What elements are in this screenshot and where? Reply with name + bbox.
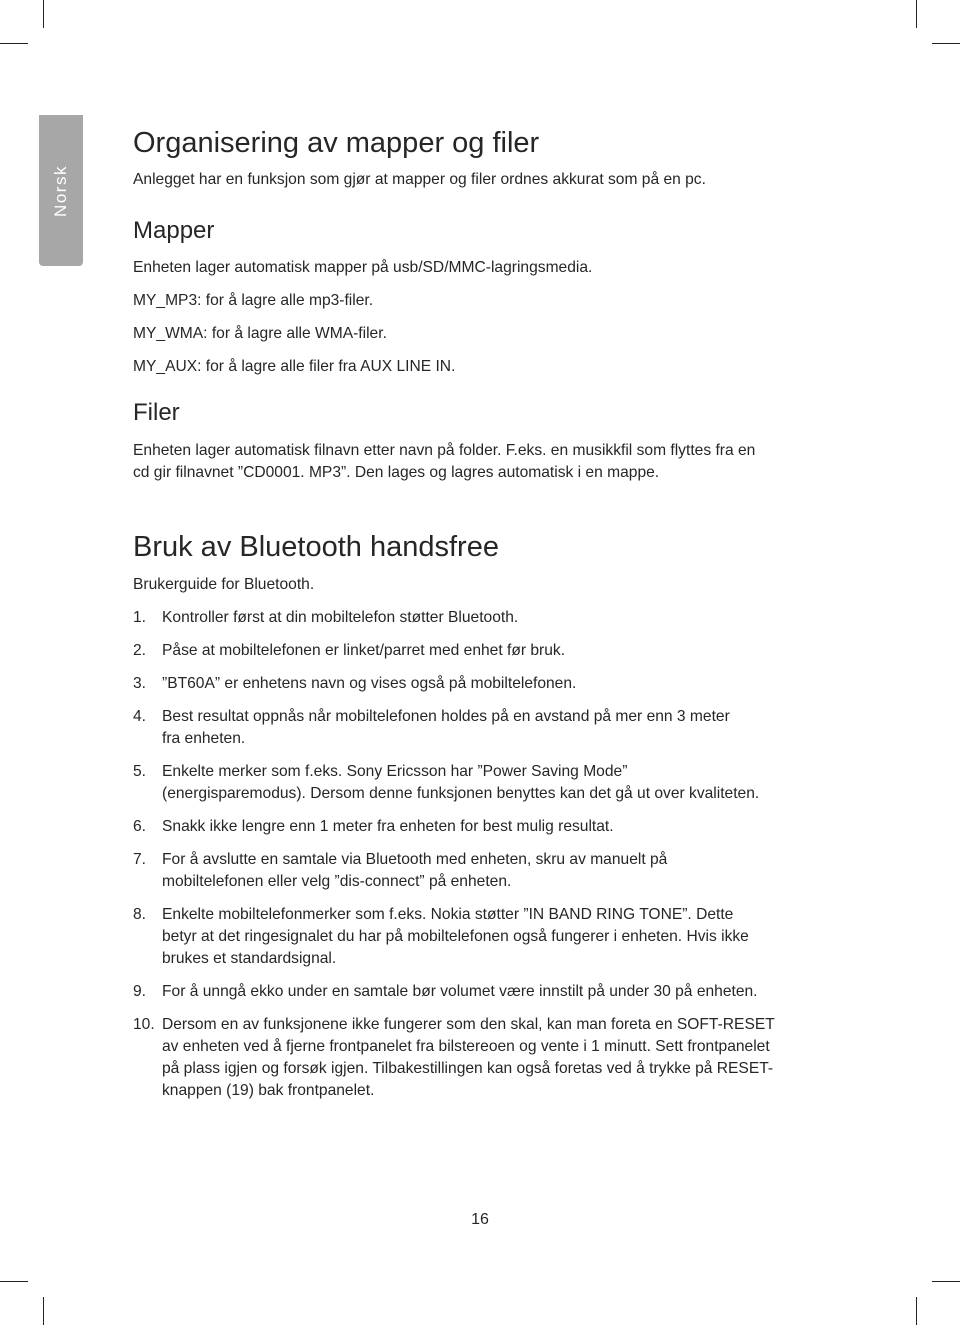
- step-line: knappen (19) bak frontpanelet.: [162, 1082, 375, 1099]
- step-number: 10.: [133, 1016, 155, 1033]
- step-number: 7.: [133, 851, 147, 868]
- folder-desc: for å lagre alle WMA-filer.: [207, 325, 387, 342]
- step-line: For å unngå ekko under en samtale bør volumet være innstilt på under 30 på enheten.: [162, 983, 758, 1000]
- step-item: [133, 981, 833, 1003]
- step-line: på plass igjen og forsøk igjen. Tilbakestillingen kan også foretas ved å trykke på RESET-: [162, 1060, 774, 1077]
- crop-mark: [43, 0, 44, 28]
- language-tab-label: Norsk: [51, 164, 70, 217]
- folder-item: [133, 323, 833, 345]
- step-number: 9.: [133, 983, 147, 1000]
- step-item: [133, 904, 833, 970]
- step-line: Påse at mobiltelefonen er linket/parret med enhet før bruk.: [162, 642, 566, 659]
- step-line: Kontroller først at din mobiltelefon støtter Bluetooth.: [162, 609, 519, 626]
- step-line: ”BT60A” er enhetens navn og vises også på mobiltelefonen.: [162, 675, 577, 692]
- section-title-organizing: Organisering av mapper og filer: [133, 127, 540, 159]
- language-tab: [39, 115, 83, 266]
- folders-intro: Enheten lager automatisk mapper på usb/SD/MMC-lagringsmedia.: [133, 259, 593, 276]
- step-line: mobiltelefonen eller velg ”dis-connect” på enheten.: [162, 873, 512, 890]
- folder-term: MY_WMA:: [133, 325, 208, 342]
- step-number: 6.: [133, 818, 147, 835]
- files-text-line: Enheten lager automatisk filnavn etter navn på folder. F.eks. en musikkfil som flyttes fra en: [133, 442, 756, 459]
- step-item: [133, 706, 833, 750]
- crop-mark: [43, 1297, 44, 1325]
- folder-desc: for å lagre alle mp3-filer.: [201, 292, 374, 309]
- step-number: 3.: [133, 675, 147, 692]
- step-item: [133, 849, 833, 893]
- crop-mark: [916, 0, 917, 28]
- step-item: [133, 816, 833, 838]
- crop-mark: [932, 43, 960, 44]
- step-line: Enkelte mobiltelefonmerker som f.eks. Nokia støtter ”IN BAND RING TONE”. Dette: [162, 906, 734, 923]
- folder-term: MY_AUX:: [133, 358, 202, 375]
- step-line: Best resultat oppnås når mobiltelefonen holdes på en avstand på mer enn 3 meter: [162, 708, 730, 725]
- crop-mark: [932, 1281, 960, 1282]
- page-content: [133, 124, 833, 1102]
- step-line: brukes et standardsignal.: [162, 950, 337, 967]
- bluetooth-intro: Brukerguide for Bluetooth.: [133, 576, 315, 593]
- section-title-bluetooth: Bruk av Bluetooth handsfree: [133, 531, 499, 563]
- step-number: 8.: [133, 906, 147, 923]
- folder-item: [133, 356, 833, 378]
- step-line: av enheten ved å fjerne frontpanelet fra bilstereoen og vente i 1 minutt. Sett frontpanelet: [162, 1038, 770, 1055]
- section-title-folders: Mapper: [133, 217, 215, 244]
- step-line: Dersom en av funksjonene ikke fungerer som den skal, kan man foreta en SOFT-RESET: [162, 1016, 775, 1033]
- step-line: For å avslutte en samtale via Bluetooth med enheten, skru av manuelt på: [162, 851, 668, 868]
- step-item: [133, 640, 833, 662]
- crop-mark: [0, 43, 28, 44]
- step-number: 2.: [133, 642, 147, 659]
- step-item: [133, 761, 833, 805]
- step-number: 1.: [133, 609, 147, 626]
- folder-term: MY_MP3:: [133, 292, 202, 309]
- crop-mark: [0, 1281, 28, 1282]
- step-item: [133, 607, 833, 629]
- organizing-intro: Anlegget har en funksjon som gjør at mapper og filer ordnes akkurat som på en pc.: [133, 171, 706, 188]
- step-line: betyr at det ringesignalet du har på mobiltelefonen også fungerer i enheten. Hvis ikke: [162, 928, 749, 945]
- folder-desc: for å lagre alle filer fra AUX LINE IN.: [201, 358, 456, 375]
- folder-item: [133, 290, 833, 312]
- step-line: Enkelte merker som f.eks. Sony Ericsson har ”Power Saving Mode”: [162, 763, 628, 780]
- section-title-files: Filer: [133, 399, 180, 426]
- step-line: Snakk ikke lengre enn 1 meter fra enheten for best mulig resultat.: [162, 818, 614, 835]
- step-item: [133, 673, 833, 695]
- step-number: 4.: [133, 708, 147, 725]
- files-text-line: cd gir filnavnet ”CD0001. MP3”. Den lages og lagres automatisk i en mappe.: [133, 464, 660, 481]
- step-line: (energisparemodus). Dersom denne funksjonen benyttes kan det gå ut over kvaliteten.: [162, 785, 760, 802]
- step-item: [133, 1014, 833, 1102]
- step-line: fra enheten.: [162, 730, 246, 747]
- bluetooth-steps: [133, 607, 833, 1102]
- page-number: 16: [471, 1211, 489, 1228]
- crop-mark: [916, 1297, 917, 1325]
- step-number: 5.: [133, 763, 147, 780]
